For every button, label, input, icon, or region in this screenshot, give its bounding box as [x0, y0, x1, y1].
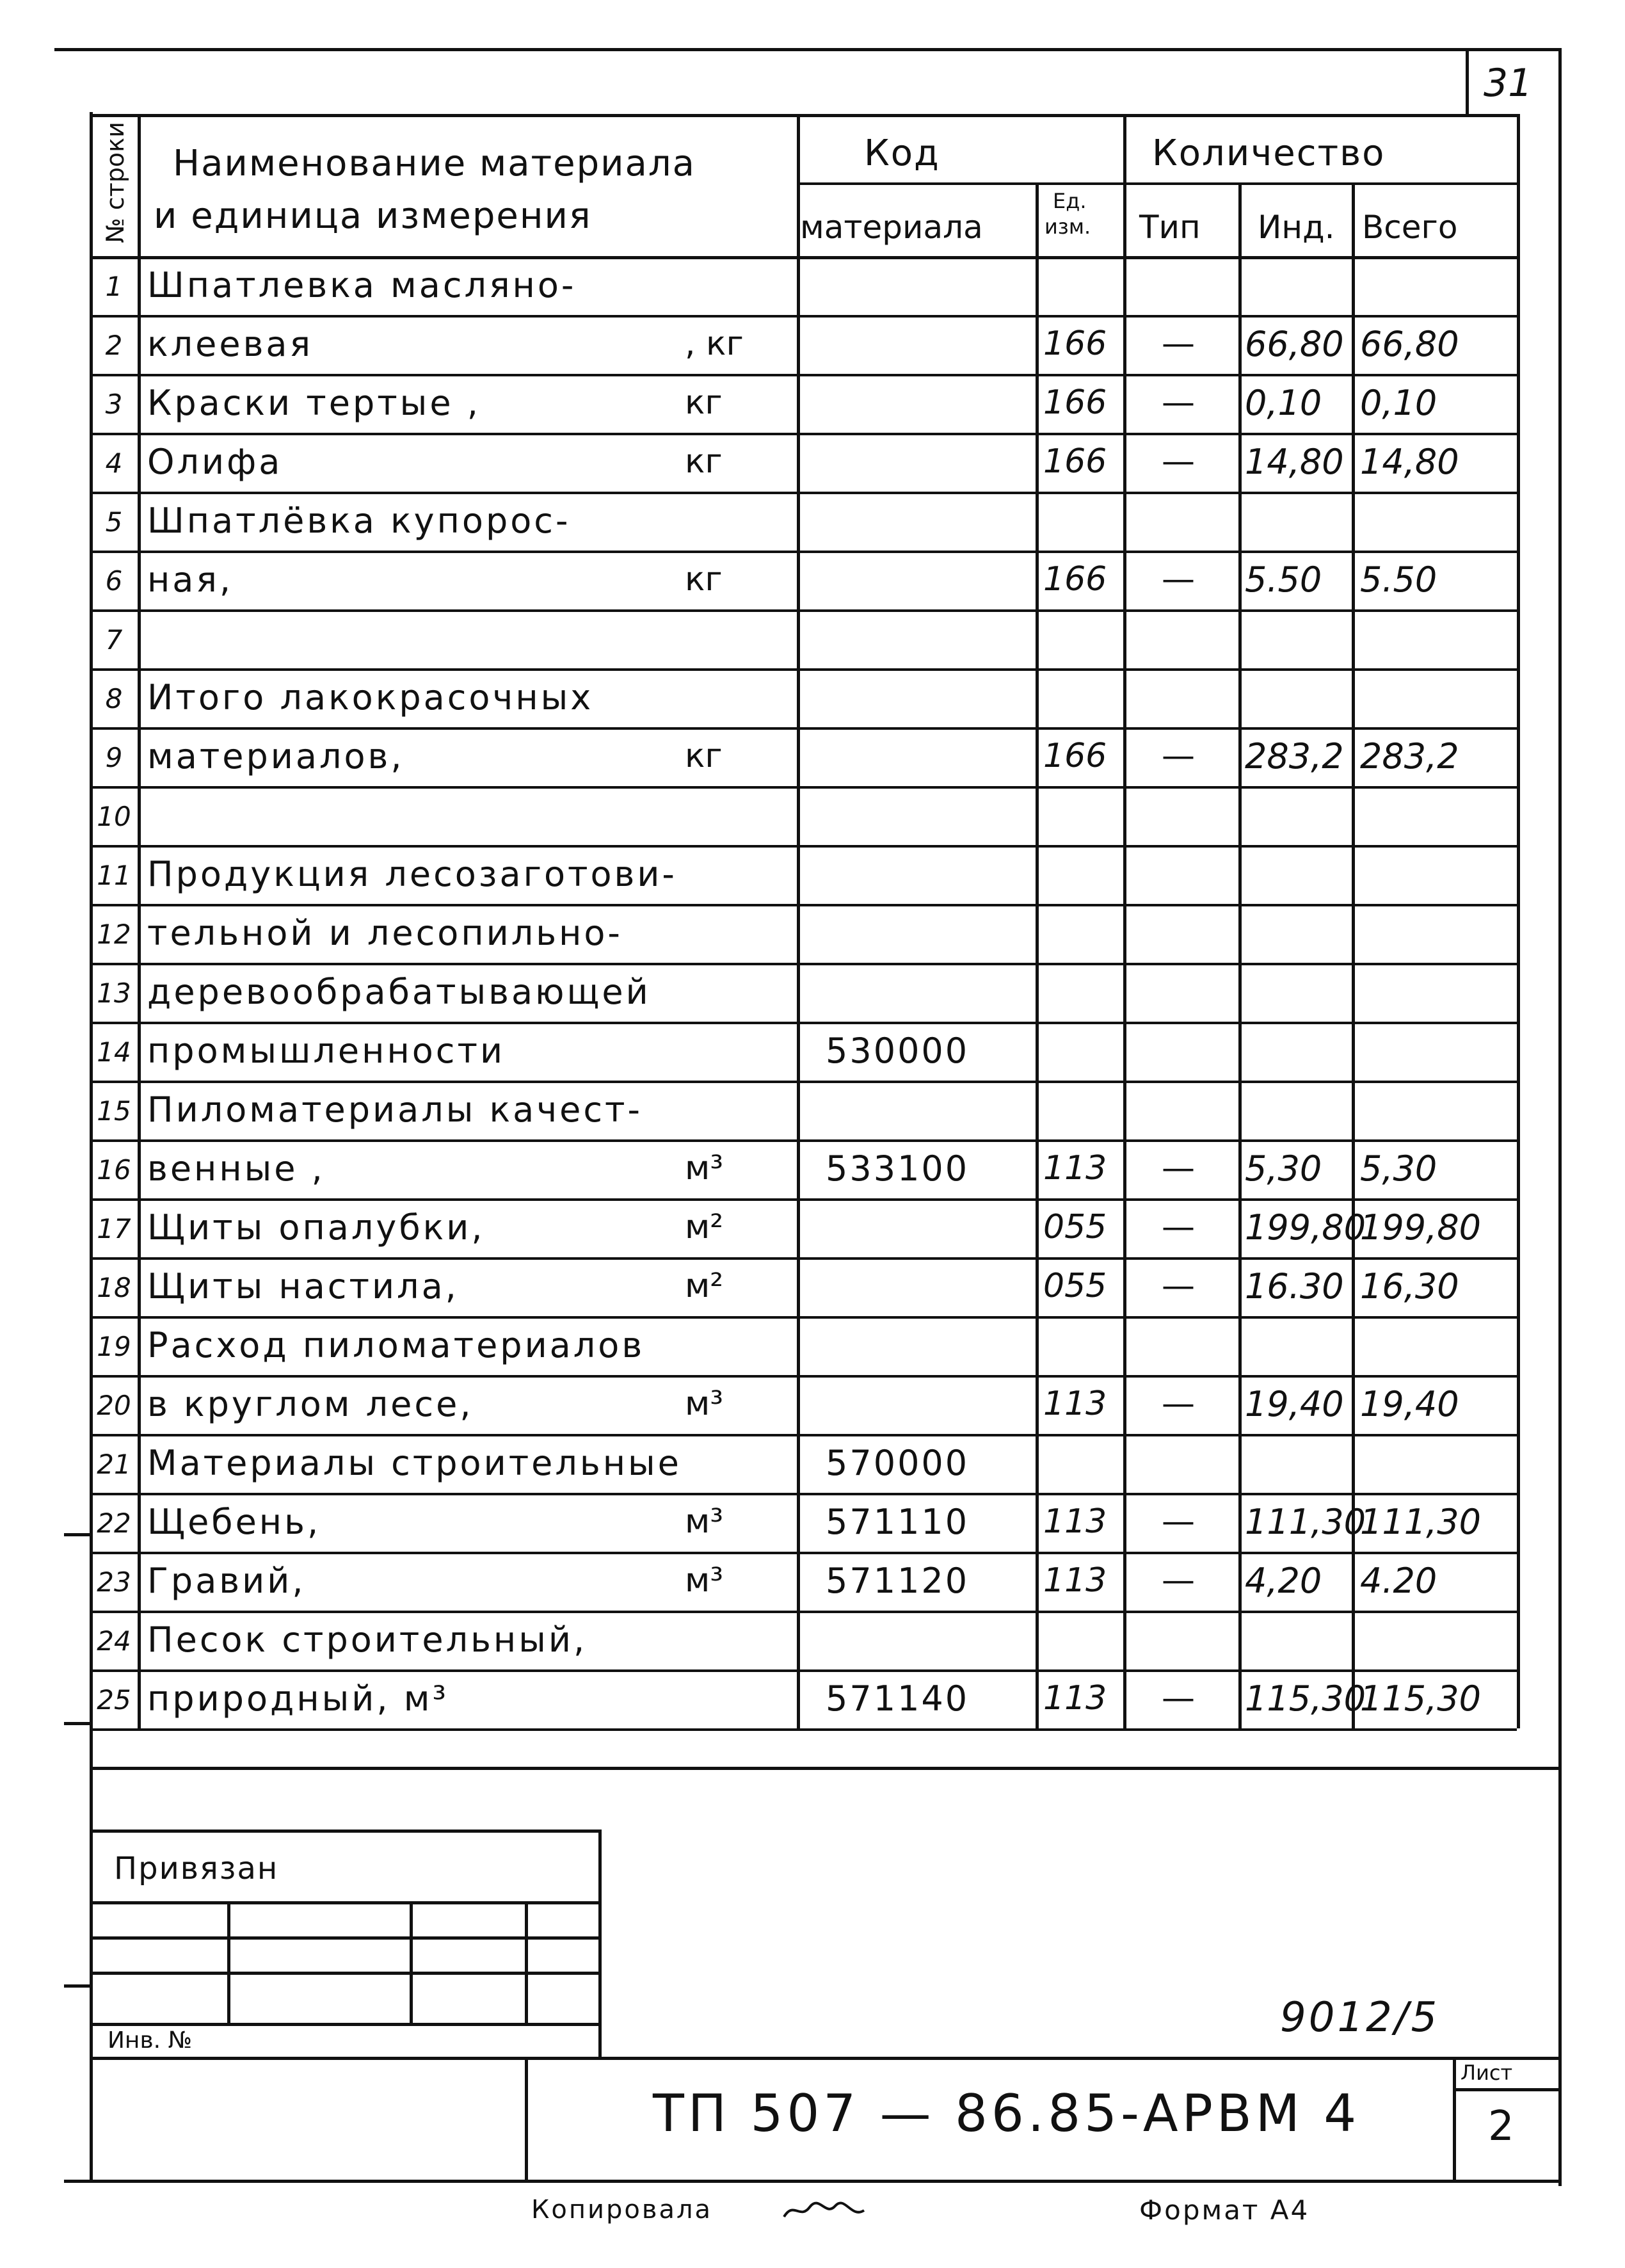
total-qty: 66,80 [1360, 324, 1459, 364]
unit-code: 113 [1043, 1679, 1107, 1717]
row-line [90, 1434, 1517, 1436]
material-name: Шпатлевка масляно- [147, 265, 577, 305]
type-value: — [1162, 1267, 1195, 1305]
row-line [90, 963, 1517, 965]
material-name: Щиты настила, [147, 1266, 459, 1307]
type-value: — [1162, 1679, 1195, 1717]
row-line [90, 845, 1517, 848]
total-qty: 5.50 [1360, 559, 1437, 600]
material-name: Щиты опалубки, [147, 1207, 485, 1248]
material-name: ная, [147, 559, 234, 600]
row-line [90, 1611, 1517, 1613]
stamp-attached-top [90, 1830, 602, 1833]
row-number: 21 [97, 1449, 131, 1480]
unit-suffix: , кг [685, 325, 744, 363]
stamp-attached-label: Привязан [114, 1851, 279, 1886]
material-name: Материалы строительные [147, 1443, 682, 1483]
material-code: 571110 [826, 1502, 970, 1542]
material-code: 533100 [826, 1148, 970, 1189]
unit-code: 113 [1043, 1561, 1107, 1600]
row-number: 8 [105, 683, 123, 714]
individual-qty: 16.30 [1245, 1266, 1344, 1307]
stamp-sheet-box-left [1453, 2057, 1456, 2182]
row-number: 2 [105, 330, 123, 361]
header-mid-line [797, 182, 1517, 185]
row-number: 18 [97, 1272, 131, 1303]
type-value: — [1162, 383, 1195, 422]
individual-qty: 0,10 [1245, 383, 1322, 423]
row-line [90, 1375, 1517, 1378]
individual-qty: 5.50 [1245, 559, 1322, 600]
type-value: — [1162, 442, 1195, 481]
row-number: 16 [97, 1154, 131, 1186]
type-value: — [1162, 737, 1195, 775]
row-line [90, 1669, 1517, 1672]
total-qty: 111,30 [1360, 1502, 1481, 1542]
stamp-designation: ТП 507 — 86.85-АРВМ 4 [653, 2084, 1361, 2143]
unit-code: 166 [1043, 442, 1107, 481]
unit-suffix: кг [685, 560, 723, 599]
row-number: 19 [97, 1331, 131, 1362]
individual-qty: 111,30 [1245, 1502, 1366, 1542]
row-number: 5 [105, 506, 123, 538]
margin-tick-3 [64, 1984, 93, 1988]
stamp-inv-bottom [90, 2057, 1562, 2060]
row-number: 4 [105, 447, 123, 479]
row-line [90, 904, 1517, 906]
row-line [90, 1316, 1517, 1319]
unit-code: 113 [1043, 1149, 1107, 1187]
margin-tick-1 [64, 1533, 93, 1536]
col-left-line [90, 114, 93, 1728]
unit-code: 166 [1043, 325, 1107, 363]
unit-code: 113 [1043, 1385, 1107, 1423]
material-code: 570000 [826, 1443, 970, 1483]
material-name: Пиломатериалы качест- [147, 1090, 643, 1130]
col-name-line [797, 114, 800, 1728]
row-number: 17 [97, 1213, 131, 1244]
col-unit-line [1123, 114, 1126, 1728]
individual-qty: 14,80 [1245, 442, 1344, 482]
individual-qty: 66,80 [1245, 324, 1344, 364]
header-row-number: № строки [101, 122, 129, 243]
material-code: 571120 [826, 1561, 970, 1601]
material-name: Итого лакокрасочных [147, 677, 594, 718]
material-name: тельной и лесопильно- [147, 913, 623, 953]
row-number: 7 [105, 624, 123, 655]
type-value: — [1162, 1561, 1195, 1600]
material-name: промышленности [147, 1031, 506, 1071]
unit-code: 166 [1043, 737, 1107, 775]
row-line [90, 433, 1517, 435]
row-number: 3 [105, 389, 123, 420]
header-name-line1: Наименование материала [173, 143, 696, 184]
row-number: 23 [97, 1566, 131, 1598]
row-line [90, 1257, 1517, 1260]
stamp-album-number: 9012/5 [1280, 1994, 1440, 2041]
total-qty: 115,30 [1360, 1678, 1481, 1719]
header-qty-ind: Инд. [1258, 209, 1335, 246]
material-name: в круглом лесе, [147, 1384, 474, 1424]
margin-tick-2 [64, 1722, 93, 1725]
col-type-line [1238, 182, 1242, 1728]
header-unit-line1: Ед. [1053, 189, 1087, 213]
row-number: 10 [97, 801, 131, 832]
material-name: Песок строительный, [147, 1620, 588, 1660]
unit-suffix: м³ [685, 1149, 724, 1187]
row-number: 15 [97, 1095, 131, 1127]
individual-qty: 115,30 [1245, 1678, 1366, 1719]
row-line [90, 551, 1517, 553]
header-qty-type: Тип [1139, 209, 1201, 246]
header-name-line2: и единица измерения [154, 195, 592, 237]
total-qty: 19,40 [1360, 1384, 1459, 1424]
row-line [90, 1552, 1517, 1554]
table-top-line [90, 114, 1517, 117]
unit-suffix: м³ [685, 1561, 724, 1600]
unit-code: 113 [1043, 1502, 1107, 1541]
individual-qty: 283,2 [1245, 736, 1344, 776]
material-name: Гравий, [147, 1561, 306, 1601]
material-name: Краски тертые , [147, 383, 481, 423]
stamp-sheet-label: Лист [1461, 2061, 1513, 2085]
stamp-sheet-value: 2 [1488, 2103, 1514, 2150]
row-number: 24 [97, 1625, 131, 1657]
individual-qty: 19,40 [1245, 1384, 1344, 1424]
footer-copied: Копировала [531, 2195, 713, 2224]
stamp-inv-label: Инв. № [108, 2027, 193, 2054]
unit-code: 166 [1043, 383, 1107, 422]
row-line [90, 668, 1517, 671]
material-name: природный, м³ [147, 1678, 449, 1719]
total-qty: 199,80 [1360, 1207, 1481, 1248]
type-value: — [1162, 1149, 1195, 1187]
material-name: деревообрабатывающей [147, 972, 651, 1012]
material-name: Расход пиломатериалов [147, 1325, 645, 1365]
type-value: — [1162, 1208, 1195, 1246]
sheet-number: 31 [1484, 61, 1533, 106]
individual-qty: 199,80 [1245, 1207, 1366, 1248]
copier-signature [781, 2194, 870, 2226]
header-unit-line2: изм. [1045, 214, 1091, 239]
row-number: 6 [105, 565, 123, 597]
header-code-group: Код [864, 133, 940, 174]
row-number: 25 [97, 1684, 131, 1716]
material-name: Олифа [147, 442, 283, 482]
stamp-grid-v2 [410, 1901, 413, 2023]
row-line [90, 786, 1517, 789]
row-line [90, 1198, 1517, 1201]
stamp-grid-v3 [525, 1901, 528, 2023]
header-bottom-line [90, 256, 1517, 259]
total-qty: 4.20 [1360, 1561, 1437, 1601]
type-value: — [1162, 325, 1195, 363]
individual-qty: 4,20 [1245, 1561, 1322, 1601]
col-number-line [138, 114, 141, 1728]
row-number: 13 [97, 977, 131, 1009]
material-name: клеевая [147, 324, 313, 364]
unit-code: 166 [1043, 560, 1107, 599]
type-value: — [1162, 1385, 1195, 1423]
type-value: — [1162, 560, 1195, 599]
unit-code: 055 [1043, 1208, 1107, 1246]
footer-format: Формат А4 [1139, 2194, 1310, 2226]
col-code-line [1036, 182, 1039, 1728]
unit-suffix: кг [685, 383, 723, 422]
stamp-divider-line [90, 1767, 1562, 1770]
type-value: — [1162, 1502, 1195, 1541]
row-number: 14 [97, 1036, 131, 1068]
material-name: венные , [147, 1148, 325, 1189]
header-code-material: материала [800, 209, 983, 246]
row-number: 12 [97, 919, 131, 950]
row-line [90, 492, 1517, 494]
col-ind-line [1352, 182, 1355, 1728]
stamp-designation-left [525, 2057, 528, 2182]
stamp-grid-v1 [227, 1901, 230, 2023]
stamp-sheet-box-mid [1453, 2088, 1562, 2091]
material-name: материалов, [147, 736, 404, 776]
row-line [90, 1728, 1517, 1731]
unit-suffix: м³ [685, 1502, 724, 1541]
total-qty: 5,30 [1360, 1148, 1437, 1189]
material-name: Продукция лесозаготови- [147, 854, 677, 894]
header-qty-total: Всего [1362, 209, 1458, 246]
unit-suffix: кг [685, 737, 723, 775]
unit-code: 055 [1043, 1267, 1107, 1305]
header-qty-group: Количество [1152, 133, 1386, 174]
material-code: 571140 [826, 1678, 970, 1719]
row-line [90, 1139, 1517, 1142]
row-line [90, 727, 1517, 730]
total-qty: 283,2 [1360, 736, 1459, 776]
unit-suffix: м² [685, 1208, 724, 1246]
material-name: Шпатлёвка купорос- [147, 501, 571, 541]
row-line [90, 315, 1517, 318]
stamp-grid-h4 [90, 2023, 602, 2026]
material-name: Щебень, [147, 1502, 321, 1542]
total-qty: 14,80 [1360, 442, 1459, 482]
frame-bottom-line [64, 2180, 1562, 2183]
row-line [90, 374, 1517, 376]
row-number: 9 [105, 742, 123, 773]
row-line [90, 1081, 1517, 1083]
individual-qty: 5,30 [1245, 1148, 1322, 1189]
unit-suffix: м³ [685, 1385, 724, 1423]
row-number: 20 [97, 1390, 131, 1421]
material-code: 530000 [826, 1031, 970, 1071]
row-number: 1 [105, 271, 123, 302]
row-line [90, 1493, 1517, 1495]
total-qty: 16,30 [1360, 1266, 1459, 1307]
row-line [90, 1022, 1517, 1024]
row-line [90, 609, 1517, 612]
row-number: 22 [97, 1508, 131, 1539]
col-right-line [1517, 114, 1520, 1728]
total-qty: 0,10 [1360, 383, 1437, 423]
unit-suffix: кг [685, 442, 723, 481]
row-number: 11 [97, 860, 131, 891]
unit-suffix: м² [685, 1267, 724, 1305]
